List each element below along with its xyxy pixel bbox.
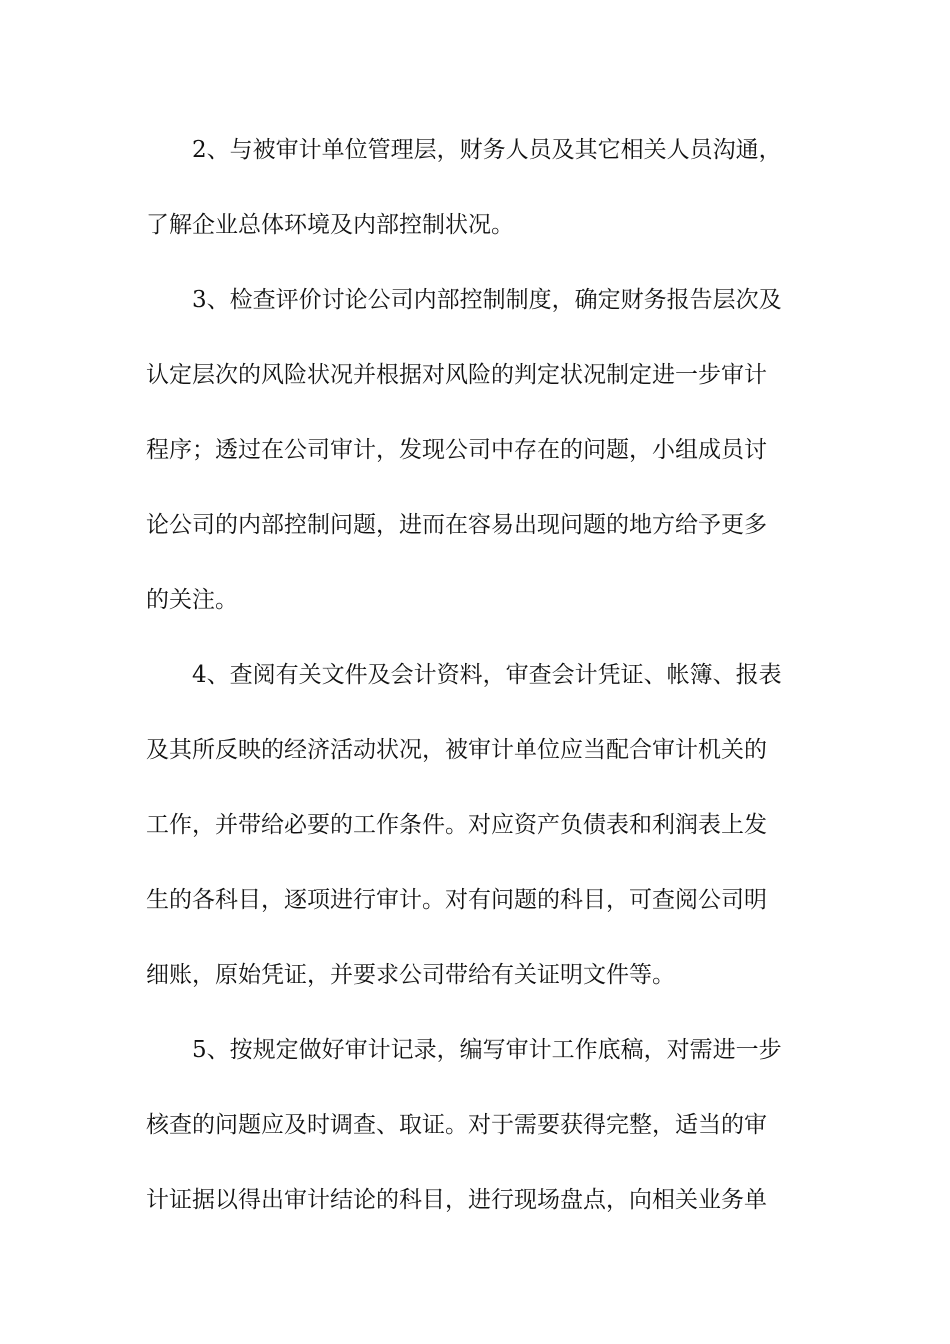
paragraph-2-line-1: 2、与被审计单位管理层，财务人员及其它相关人员沟通， — [192, 137, 782, 163]
paragraph-3-line-3: 程序；透过在公司审计，发现公司中存在的问题，小组成员讨 — [146, 437, 767, 463]
paragraph-4-line-2: 及其所反映的经济活动状况，被审计单位应当配合审计机关的 — [146, 737, 767, 763]
paragraph-4-line-3: 工作，并带给必要的工作条件。对应资产负债表和利润表上发 — [146, 812, 767, 838]
paragraph-4-line-4: 生的各科目，逐项进行审计。对有问题的科目，可查阅公司明 — [146, 887, 767, 913]
paragraph-5-line-3: 计证据以得出审计结论的科目，进行现场盘点，向相关业务单 — [146, 1187, 767, 1213]
paragraph-3-line-4: 论公司的内部控制问题，进而在容易出现问题的地方给予更多 — [146, 512, 767, 538]
paragraph-3-line-2: 认定层次的风险状况并根据对风险的判定状况制定进一步审计 — [146, 362, 767, 388]
paragraph-3-line-5: 的关注。 — [146, 587, 238, 613]
paragraph-3-line-1: 3、检查评价讨论公司内部控制制度，确定财务报告层次及 — [192, 287, 782, 313]
paragraph-4-line-5: 细账，原始凭证，并要求公司带给有关证明文件等。 — [146, 962, 675, 988]
paragraph-5-line-1: 5、按规定做好审计记录，编写审计工作底稿，对需进一步 — [192, 1037, 782, 1063]
paragraph-5-line-2: 核查的问题应及时调查、取证。对于需要获得完整，适当的审 — [146, 1112, 767, 1138]
paragraph-2-line-2: 了解企业总体环境及内部控制状况。 — [146, 212, 514, 238]
paragraph-4-line-1: 4、查阅有关文件及会计资料，审查会计凭证、帐簿、报表 — [192, 662, 782, 688]
